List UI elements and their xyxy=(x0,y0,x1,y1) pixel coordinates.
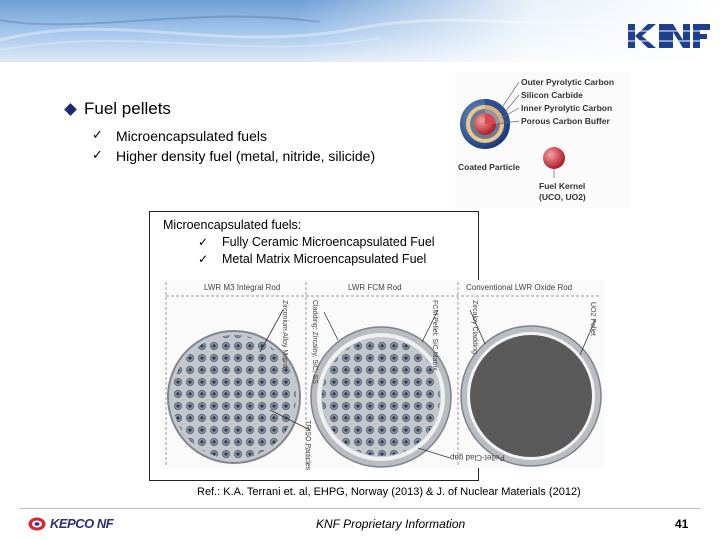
confidential-notice: KNF Proprietary Information xyxy=(316,517,466,531)
zircaloy-cladding-label: Zircaloy Cladding xyxy=(471,300,478,355)
rod1-header: LWR M3 Integral Rod xyxy=(204,283,281,292)
knf-logo-icon xyxy=(628,22,710,50)
fuel-rods-figure xyxy=(160,280,604,471)
box-item xyxy=(198,235,435,249)
reference-text: Ref.: K.A. Terrani et. al, EHPG, Norway (2013) & J. of Nuclear Materials (2012) xyxy=(197,486,581,498)
outer-pyrolytic-carbon-label: Outer Pyrolytic Carbon xyxy=(521,77,615,87)
checkmark-icon: ✓ xyxy=(198,252,209,266)
sub-bullet-list xyxy=(92,126,375,166)
kepco-nf-logo xyxy=(28,516,113,531)
coated-particle-figure xyxy=(455,72,630,208)
inner-pyrolytic-carbon-label: Inner Pyrolytic Carbon xyxy=(521,103,613,113)
checkmark-icon: ✓ xyxy=(198,235,209,249)
cladding-label: Cladding: Zircaloy, SiC, SS xyxy=(311,300,318,384)
silicon-carbide-label: Silicon Carbide xyxy=(521,90,583,100)
sub-bullet xyxy=(92,146,375,166)
checkmark-icon: ✓ xyxy=(92,148,103,163)
main-bullet-label: Fuel pellets xyxy=(84,99,171,118)
checkmark-icon: ✓ xyxy=(92,128,103,143)
zirconium-alloy-label: Zirconium Alloy Matrix xyxy=(281,300,288,369)
kepco-logo-icon xyxy=(28,517,46,531)
kepco-logo-text: KEPCO NF xyxy=(50,516,114,531)
fcm-pellet-label: FCM Pellet: SiC Matrix xyxy=(431,300,438,371)
box-title: Microencapsulated fuels: xyxy=(163,218,302,232)
rod3-header: Conventional LWR Oxide Rod xyxy=(466,283,573,292)
main-bullet xyxy=(64,99,171,119)
page-number: 41 xyxy=(675,517,689,531)
diamond-bullet-icon xyxy=(64,103,77,116)
box-item xyxy=(198,252,426,266)
rod2-header: LWR FCM Rod xyxy=(348,283,402,292)
sub-bullet-label: Higher density fuel (metal, nitride, silicide) xyxy=(116,148,376,164)
fuel-kernel-formula-label: (UCO, UO2) xyxy=(539,192,586,202)
fuel-kernel-label: Fuel Kernel xyxy=(539,181,586,191)
header-banner xyxy=(0,0,720,62)
box-item-label: Fully Ceramic Microencapsulated Fuel xyxy=(222,235,435,249)
box-item-label: Metal Matrix Microencapsulated Fuel xyxy=(222,252,427,266)
sub-bullet xyxy=(92,126,375,146)
porous-carbon-buffer-label: Porous Carbon Buffer xyxy=(521,116,610,126)
sub-bullet-label: Microencapsulated fuels xyxy=(116,128,267,144)
fuel-rods-illustration xyxy=(160,280,604,471)
knf-logo xyxy=(628,22,710,55)
gap-label: Pellet-Clad gap xyxy=(450,453,505,462)
footer-divider xyxy=(20,508,700,509)
uo2-pellet-label: UO2 Pellet xyxy=(589,302,596,336)
triso-label: TRISO Particles xyxy=(304,420,311,471)
coated-particle-label: Coated Particle xyxy=(458,162,520,172)
